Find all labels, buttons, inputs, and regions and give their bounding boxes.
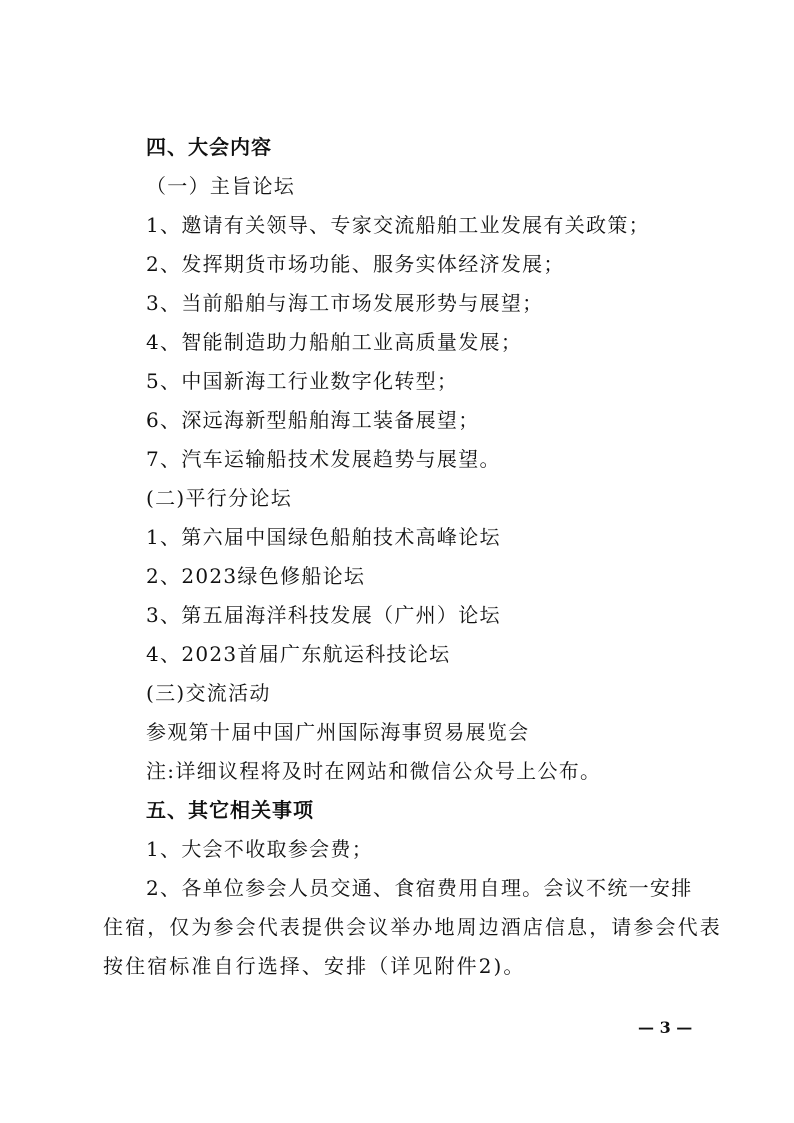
subsection-title-exchange-activities: (三)交流活动 [146, 681, 271, 705]
list-item: 1、大会不收取参会费； [146, 837, 374, 861]
list-item: 1、邀请有关领导、专家交流船舶工业发展有关政策； [146, 213, 650, 237]
list-item: 7、汽车运输船技术发展趋势与展望。 [146, 447, 501, 471]
list-item: 5、中国新海工行业数字化转型； [146, 369, 459, 393]
list-item: 3、当前船舶与海工市场发展形势与展望； [146, 291, 544, 315]
list-item: 3、第五届海洋科技发展（广州）论坛 [146, 603, 501, 627]
list-item: 2、发挥期货市场功能、服务实体经济发展； [146, 252, 565, 276]
section-heading-content: 四、大会内容 [146, 135, 272, 159]
note-text: 注:详细议程将及时在网站和微信公众号上公布。 [146, 759, 602, 783]
list-item: 2、2023绿色修船论坛 [146, 564, 366, 588]
list-item: 1、第六届中国绿色船舶技术高峰论坛 [146, 525, 501, 549]
list-item: 6、深远海新型船舶海工装备展望； [146, 408, 480, 432]
paragraph-exhibition-visit: 参观第十届中国广州国际海事贸易展览会 [146, 720, 530, 744]
subsection-title-keynote-forum: （一）主旨论坛 [146, 174, 296, 198]
paragraph-line: 按住宿标准自行选择、安排（详见附件2)。 [103, 954, 526, 978]
subsection-title-parallel-forums: (二)平行分论坛 [146, 486, 293, 510]
paragraph-line: 2、各单位参会人员交通、食宿费用自理。会议不统一安排 [146, 876, 693, 900]
paragraph-line: 住宿，仅为参会代表提供会议举办地周边酒店信息，请参会代表 [103, 915, 722, 939]
section-heading-other-matters: 五、其它相关事项 [146, 798, 314, 822]
list-item: 4、智能制造助力船舶工业高质量发展； [146, 330, 523, 354]
list-item: 4、2023首届广东航运科技论坛 [146, 642, 451, 666]
page-number: — 3 — [638, 1018, 693, 1037]
